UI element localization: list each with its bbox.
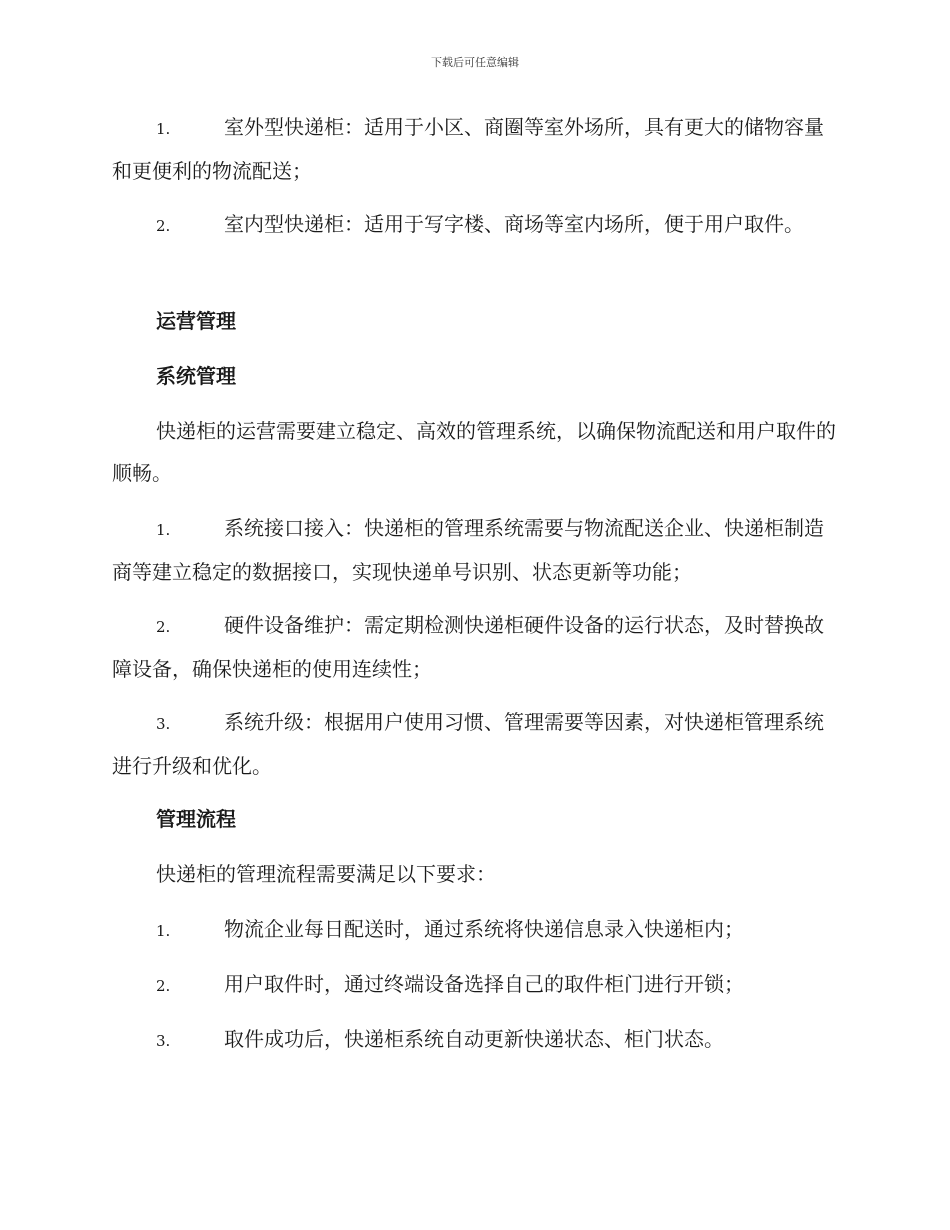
list-item <box>112 963 836 1007</box>
list-number: 1. <box>156 120 171 138</box>
list-item <box>112 908 836 952</box>
list-item <box>112 1018 836 1062</box>
list-text: 硬件设备维护：需定期检测快递柜硬件设备的运行状态，及时替换故障设备，确保快递柜的使用连续性； <box>112 613 824 681</box>
section-heading-process: 管理流程 <box>156 807 236 831</box>
paragraph-system-intro: 快递柜的运营需要建立稳定、高效的管理系统，以确保物流配送和用户取件的顺畅。 <box>112 419 836 485</box>
list-text: 室内型快递柜：适用于写字楼、商场等室内场所，便于用户取件。 <box>224 212 804 236</box>
list-text: 用户取件时，通过终端设备选择自己的取件柜门进行开锁； <box>224 972 744 996</box>
list-item <box>112 106 836 192</box>
list-item <box>112 604 836 690</box>
list-item <box>112 507 836 593</box>
section-heading-system-management: 系统管理 <box>156 364 236 388</box>
list-number: 2. <box>156 217 171 235</box>
list-number: 1. <box>156 922 171 940</box>
list-text: 取件成功后，快递柜系统自动更新快递状态、柜门状态。 <box>224 1027 724 1051</box>
list-number: 3. <box>156 715 171 733</box>
list-number: 2. <box>156 618 171 636</box>
list-text: 系统接口接入：快递柜的管理系统需要与物流配送企业、快递柜制造商等建立稳定的数据接口，实现快递单号识别、状态更新等功能； <box>112 516 824 584</box>
section-heading-operations: 运营管理 <box>156 309 236 333</box>
list-text: 物流企业每日配送时，通过系统将快递信息录入快递柜内； <box>224 917 744 941</box>
list-text: 室外型快递柜：适用于小区、商圈等室外场所，具有更大的储物容量和更便利的物流配送； <box>112 115 824 183</box>
list-item <box>112 203 836 247</box>
list-text: 系统升级：根据用户使用习惯、管理需要等因素，对快递柜管理系统进行升级和优化。 <box>112 710 824 778</box>
list-number: 2. <box>156 977 171 995</box>
list-number: 1. <box>156 521 171 539</box>
list-number: 3. <box>156 1032 171 1050</box>
page-header: 下载后可任意编辑 <box>431 56 519 69</box>
list-item <box>112 701 836 787</box>
paragraph-process-intro: 快递柜的管理流程需要满足以下要求： <box>156 862 496 886</box>
